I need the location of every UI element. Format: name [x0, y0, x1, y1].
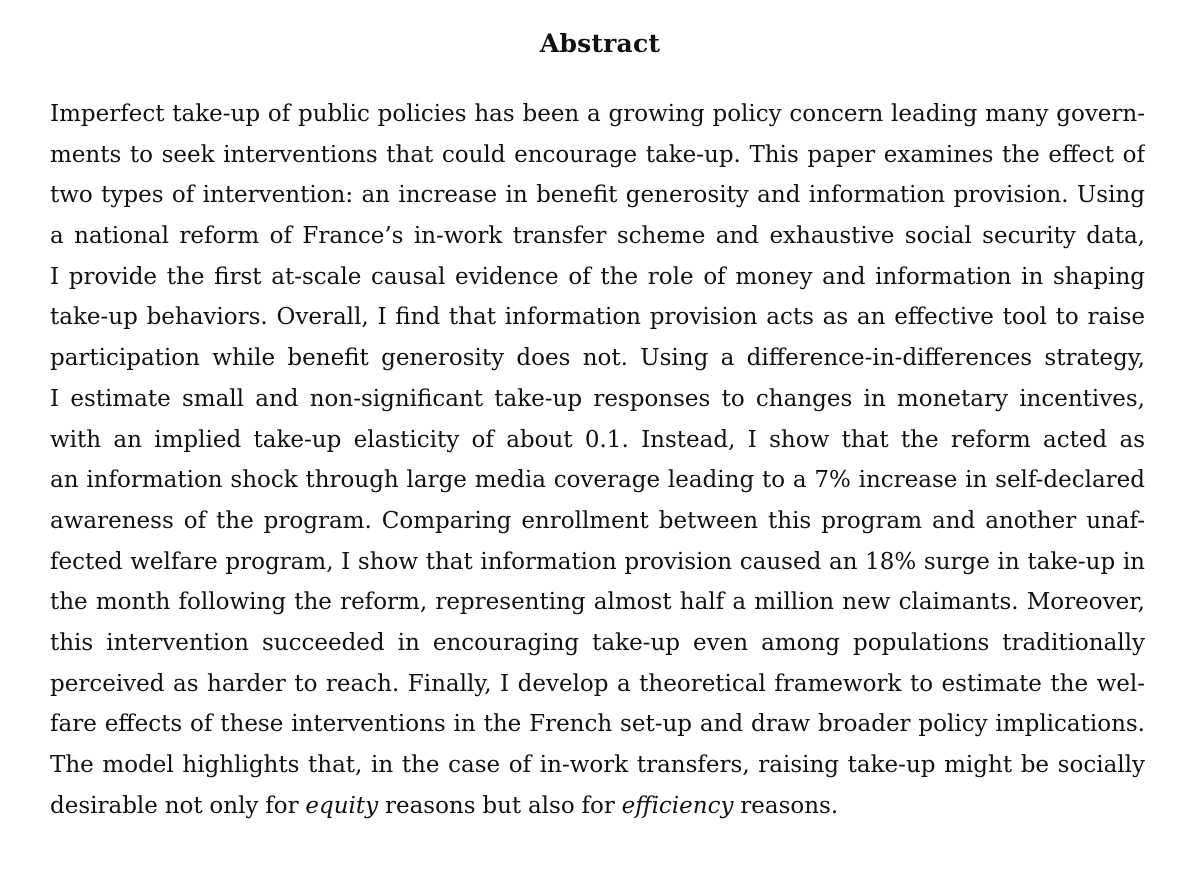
abstract-line: I estimate small and non-significant take-up responses to changes in monetary incentives,	[50, 385, 1145, 412]
abstract-line: an information shock through large media coverage leading to a 7% increase in self-declared	[50, 467, 1145, 494]
abstract-line: The model highlights that, in the case of in-work transfers, raising take-up might be socially	[50, 752, 1145, 778]
abstract-line: perceived as harder to reach. Finally, I develop a theoretical framework to estimate the wel-	[50, 670, 1145, 697]
abstract-body	[50, 94, 1145, 826]
abstract-line: a national reform of France’s in-work transfer scheme and exhaustive social security data,	[50, 223, 1145, 250]
abstract-line: fected welfare program, I show that information provision caused an 18% surge in take-up in	[50, 548, 1145, 575]
abstract-title: Abstract	[539, 29, 661, 58]
last-line-part: reasons but also for	[378, 792, 622, 819]
abstract-line: with an implied take-up elasticity of about 0.1. Instead, I show that the reform acted as	[50, 426, 1145, 453]
abstract-line: this intervention succeeded in encouraging take-up even among populations traditionally	[50, 629, 1145, 656]
last-line-part: reasons.	[733, 792, 839, 819]
abstract-line: Imperfect take-up of public policies has been a growing policy concern leading many govern-	[50, 101, 1145, 127]
abstract-line: the month following the reform, representing almost half a million new claimants. Moreover,	[50, 589, 1145, 616]
emphasis-equity: equity	[305, 792, 379, 819]
abstract-line: two types of intervention: an increase in benefit generosity and information provision. Using	[50, 182, 1145, 209]
abstract-line: ments to seek interventions that could encourage take-up. This paper examines the effect of	[50, 141, 1145, 168]
last-line-part: desirable not only for	[50, 792, 306, 819]
abstract-line: fare effects of these interventions in the French set-up and draw broader policy implications.	[50, 711, 1145, 738]
abstract-line: participation while benefit generosity does not. Using a difference-in-differences strategy,	[50, 345, 1145, 372]
abstract-line: awareness of the program. Comparing enrollment between this program and another unaf-	[50, 507, 1145, 534]
abstract-line: I provide the first at-scale causal evidence of the role of money and information in shaping	[50, 263, 1145, 290]
abstract-last-line	[50, 786, 1145, 827]
abstract-line: take-up behaviors. Overall, I find that information provision acts as an effective tool to raise	[50, 304, 1145, 331]
emphasis-efficiency: efficiency	[621, 792, 734, 819]
